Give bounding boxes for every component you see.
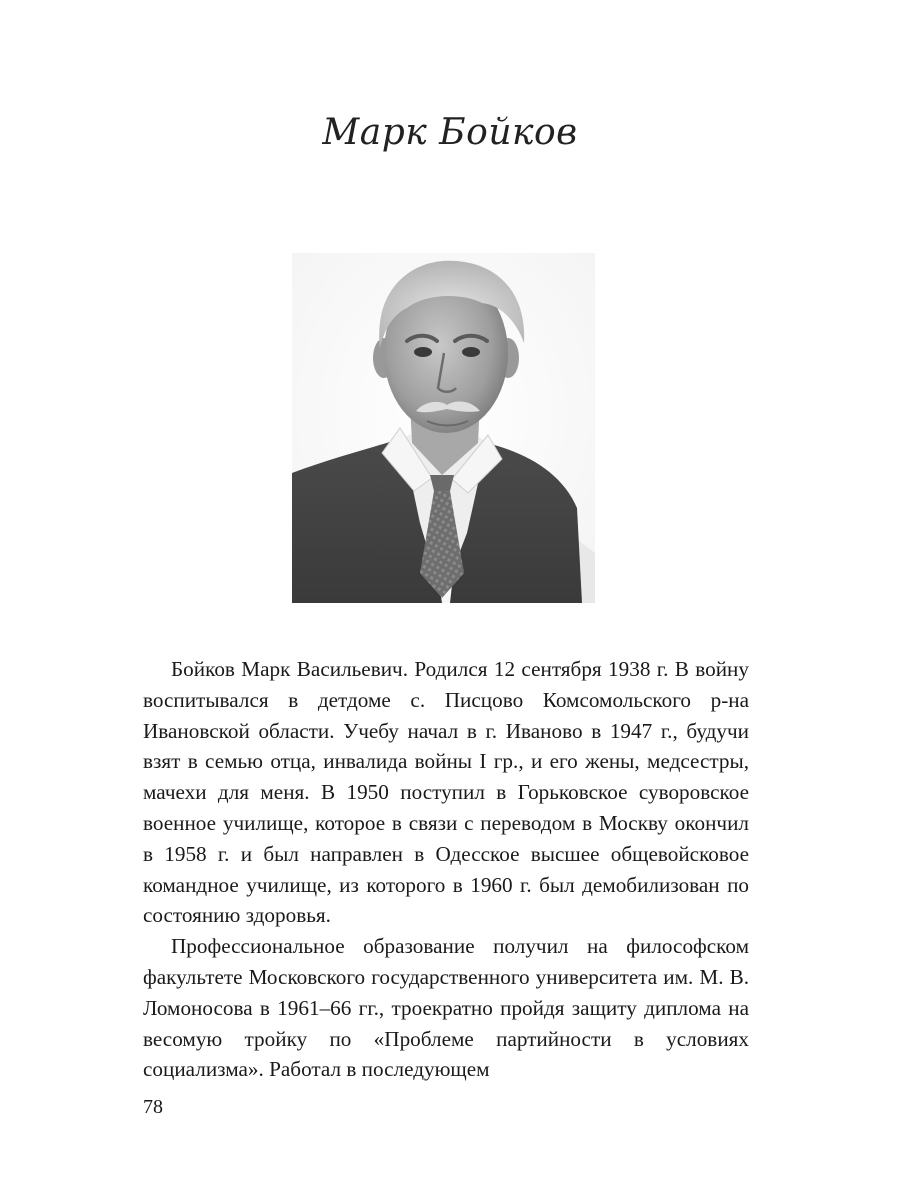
paragraph-1: Бойков Марк Васильевич. Родился 12 сентября 1938 г. В войну воспитывался в детдоме с. Писцово Комсомольского р-на Ивановской области. Учебу начал в г. Иваново в 1947 г., будучи взят в семью отца, инвалида войны I гр., и его жены, медсестры, мачехи для меня. В 1950 поступил в Горьковское суворовское военное училище, которое в связи с переводом в Москву окончил в 1958 г. и был направлен в Одесское высшее общевойсковое командное училище, из которого в 1960 г. был демобилизован по состоянию здоровья. bbox=[143, 657, 749, 928]
paragraph-2: Профессиональное образование получил на философском факультете Московского государственного университета им. М. В. Ломоносова в 1961–66 гг., троекратно пройдя защиту диплома на весомую тройку по «Проблеме партийности в условиях социализма». Работал в последующем bbox=[143, 934, 749, 1082]
page-title: Марк Бойков bbox=[322, 112, 578, 153]
portrait-photo bbox=[292, 253, 595, 603]
page-number: 78 bbox=[143, 1096, 163, 1118]
biography-text bbox=[143, 654, 749, 1085]
